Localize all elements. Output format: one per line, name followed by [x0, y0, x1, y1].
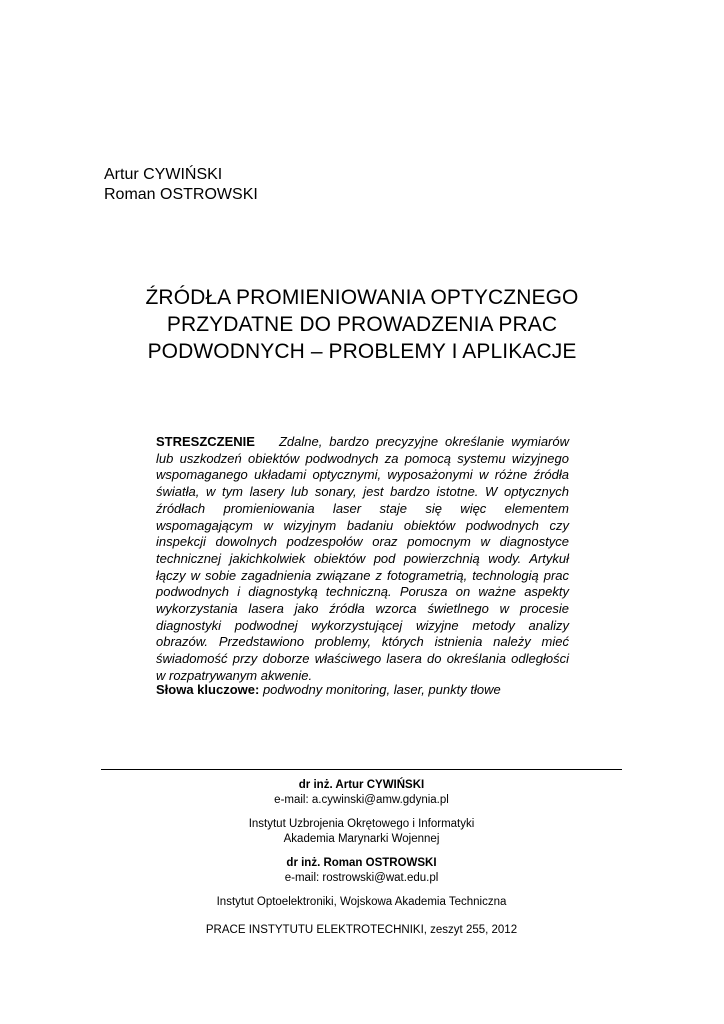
abstract-text: Zdalne, bardzo precyzyjne określanie wymiarów lub uszkodzeń obiektów podwodnych za pomocą systemu wizyjnego wspomaganego układami optycznymi, wyposażonymi w różne źródła światła, w tym lasery lub sonary, jest bardzo istotne. W optycznych źródłach promieniowania laser staje się więc elementem wspomagającym w wizyjnym badaniu obiektów podwodnych czy inspekcji dowolnych podzespołów oraz pomocnym w diagnostyce technicznej jakichkolwiek obiektów pod powierzchnią wody. Artykuł łączy w sobie zagadnienia związane z fotogrametrią, technologią prac podwodnych i diagnostyką techniczną. Porusza on ważne aspekty wykorzystania lasera jako źródła wzorca świetlnego w procesie diagnostyki podwodnej wykorzystującej wizyjne metody analizy obrazów. Przedstawiono problemy, których istnienia należy mieć świadomość przy doborze właściwego lasera do określania odległości w rozpatrywanym akwenie. — [156, 434, 569, 683]
author-footnotes — [101, 778, 622, 938]
keywords-text: podwodny monitoring, laser, punkty tłowe — [262, 682, 501, 697]
footnote-affiliation: Instytut Uzbrojenia Okrętowego i Informatyki — [248, 818, 475, 830]
abstract-heading: STRESZCZENIE — [156, 434, 255, 449]
journal-citation: PRACE INSTYTUTU ELEKTROTECHNIKI, zeszyt 255, 2012 — [205, 924, 518, 936]
footnote-divider — [101, 769, 622, 770]
title-line: PODWODNYCH – PROBLEMY I APLIKACJE — [147, 340, 577, 363]
footnote-affiliation: Akademia Marynarki Wojennej — [283, 833, 440, 845]
footnote-author-name: dr inż. Roman OSTROWSKI — [286, 857, 437, 869]
keywords — [156, 682, 569, 698]
title-line: ŹRÓDŁA PROMIENIOWANIA OPTYCZNEGO — [145, 286, 579, 309]
author-list — [104, 165, 258, 205]
paper-title — [60, 284, 664, 365]
author-name: Roman OSTROWSKI — [104, 186, 258, 203]
title-line: PRZYDATNE DO PROWADZENIA PRAC — [166, 313, 558, 336]
abstract — [156, 434, 569, 685]
keywords-label: Słowa kluczowe: — [156, 682, 260, 697]
footnote-author-email: e-mail: a.cywinski@amw.gdynia.pl — [274, 794, 449, 806]
author-name: Artur CYWIŃSKI — [104, 166, 223, 183]
footnote-author-name: dr inż. Artur CYWIŃSKI — [298, 779, 425, 791]
footnote-affiliation: Instytut Optoelektroniki, Wojskowa Akademia Techniczna — [216, 896, 507, 908]
footnote-author-email: e-mail: rostrowski@wat.edu.pl — [284, 872, 439, 884]
